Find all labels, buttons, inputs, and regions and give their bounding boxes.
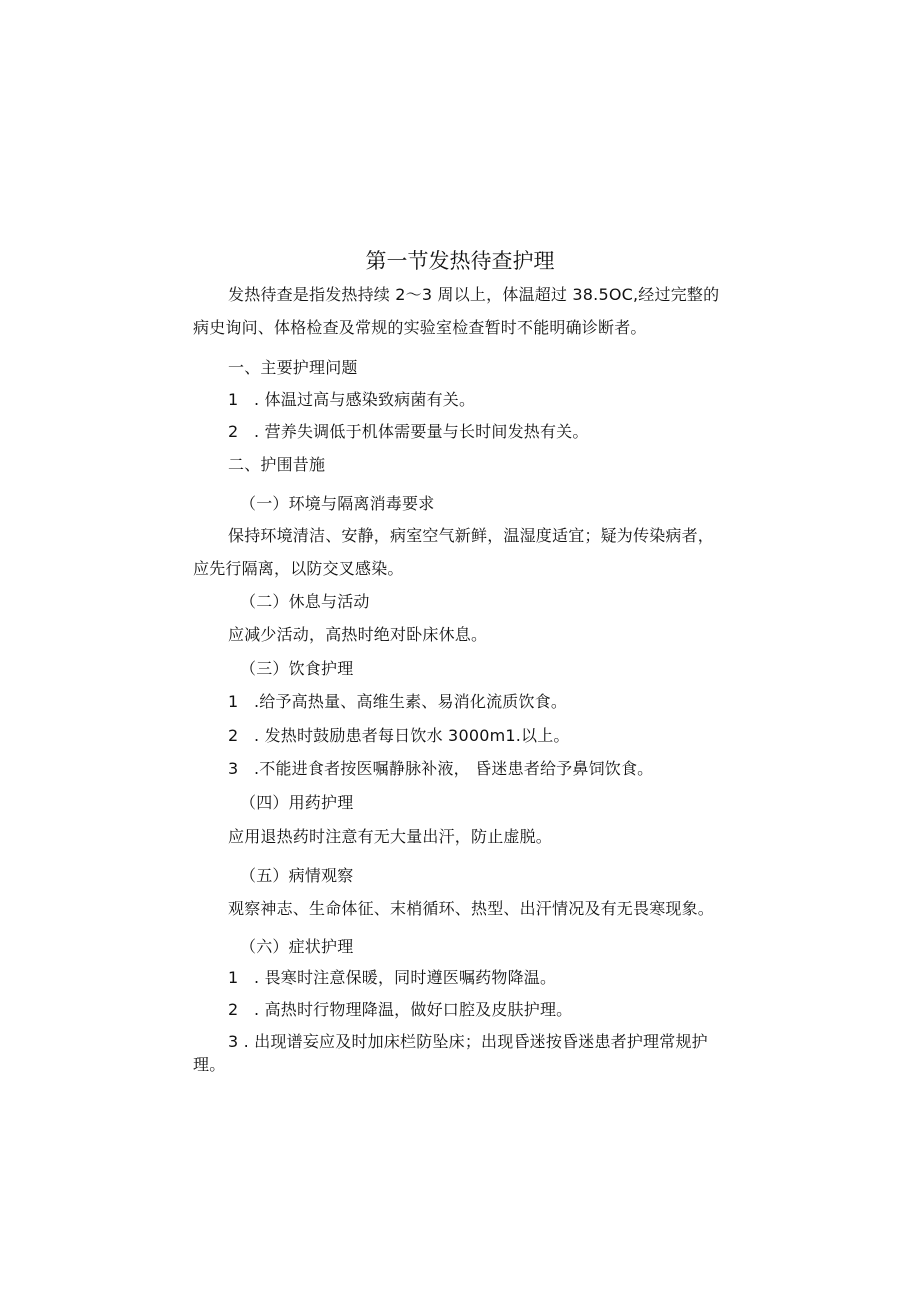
sub-3-item-1 — [228, 690, 567, 714]
sub-3-heading: （三）饮食护理 — [240, 659, 354, 678]
sub-1-line-2: 应先行隔离，以防交叉感染。 — [193, 559, 404, 578]
sub-4-heading: （四）用药护理 — [240, 793, 354, 812]
sub-6-item-3-line-2: 理。 — [193, 1055, 226, 1074]
item-number: 2 — [228, 422, 239, 441]
item-number: 2 — [228, 1000, 239, 1019]
section-1-heading: 一、主要护理问题 — [228, 358, 358, 377]
page-title: 第一节发热待查护理 — [365, 249, 555, 273]
item-text: .给予高热量、高维生素、易消化流质饮食。 — [254, 692, 568, 711]
section-1-item-2 — [228, 420, 589, 444]
item-text: . 营养失调低于机体需要量与长时间发热有关。 — [254, 422, 589, 441]
sub-4-text: 应用退热药时注意有无大量出汗，防止虚脱。 — [228, 827, 553, 846]
sub-1-heading: （一）环境与隔离消毒要求 — [240, 494, 435, 513]
intro-line-1: 发热待查是指发热持续 2～3 周以上，体温超过 38.5OC,经过完整的 — [228, 285, 720, 304]
sub-3-item-2 — [228, 724, 570, 748]
sub-2-heading: （二）休息与活动 — [240, 592, 370, 611]
item-number: 1 — [228, 968, 239, 987]
item-text: . 发热时鼓励患者每日饮水 3000m1.以上。 — [254, 726, 570, 745]
section-1-item-1 — [228, 388, 475, 412]
sub-6-item-3-line-1: 3 . 出现谱妄应及时加床栏防坠床；出现昏迷按昏迷患者护理常规护 — [228, 1032, 708, 1051]
item-number: 1 — [228, 390, 239, 409]
item-text: . 高热时行物理降温，做好口腔及皮肤护理。 — [254, 1000, 573, 1019]
sub-5-text: 观察神志、生命体征、末梢循环、热型、出汗情况及有无畏寒现象。 — [228, 899, 715, 918]
sub-6-item-1 — [228, 966, 556, 990]
item-text: . 体温过高与感染致病菌有关。 — [254, 390, 476, 409]
item-number: 1 — [228, 692, 239, 711]
item-text: .不能进食者按医嘱静脉补液， 昏迷患者给予鼻饲饮食。 — [254, 759, 654, 778]
sub-3-item-3 — [228, 757, 653, 781]
sub-6-heading: （六）症状护理 — [240, 937, 354, 956]
sub-5-heading: （五）病情观察 — [240, 866, 354, 885]
sub-2-text: 应减少活动，高热时绝对卧床休息。 — [228, 625, 488, 644]
sub-6-item-2 — [228, 998, 572, 1022]
section-2-heading: 二、护围昔施 — [228, 455, 326, 474]
sub-1-line-1: 保持环境清洁、安静，病室空气新鲜，温湿度适宜；疑为传染病者， — [228, 526, 715, 545]
item-number: 2 — [228, 726, 239, 745]
item-text: . 畏寒时注意保暖，同时遵医嘱药物降温。 — [254, 968, 557, 987]
intro-line-2: 病史询问、体格检查及常规的实验室检查暂时不能明确诊断者。 — [193, 318, 647, 337]
item-number: 3 — [228, 759, 239, 778]
